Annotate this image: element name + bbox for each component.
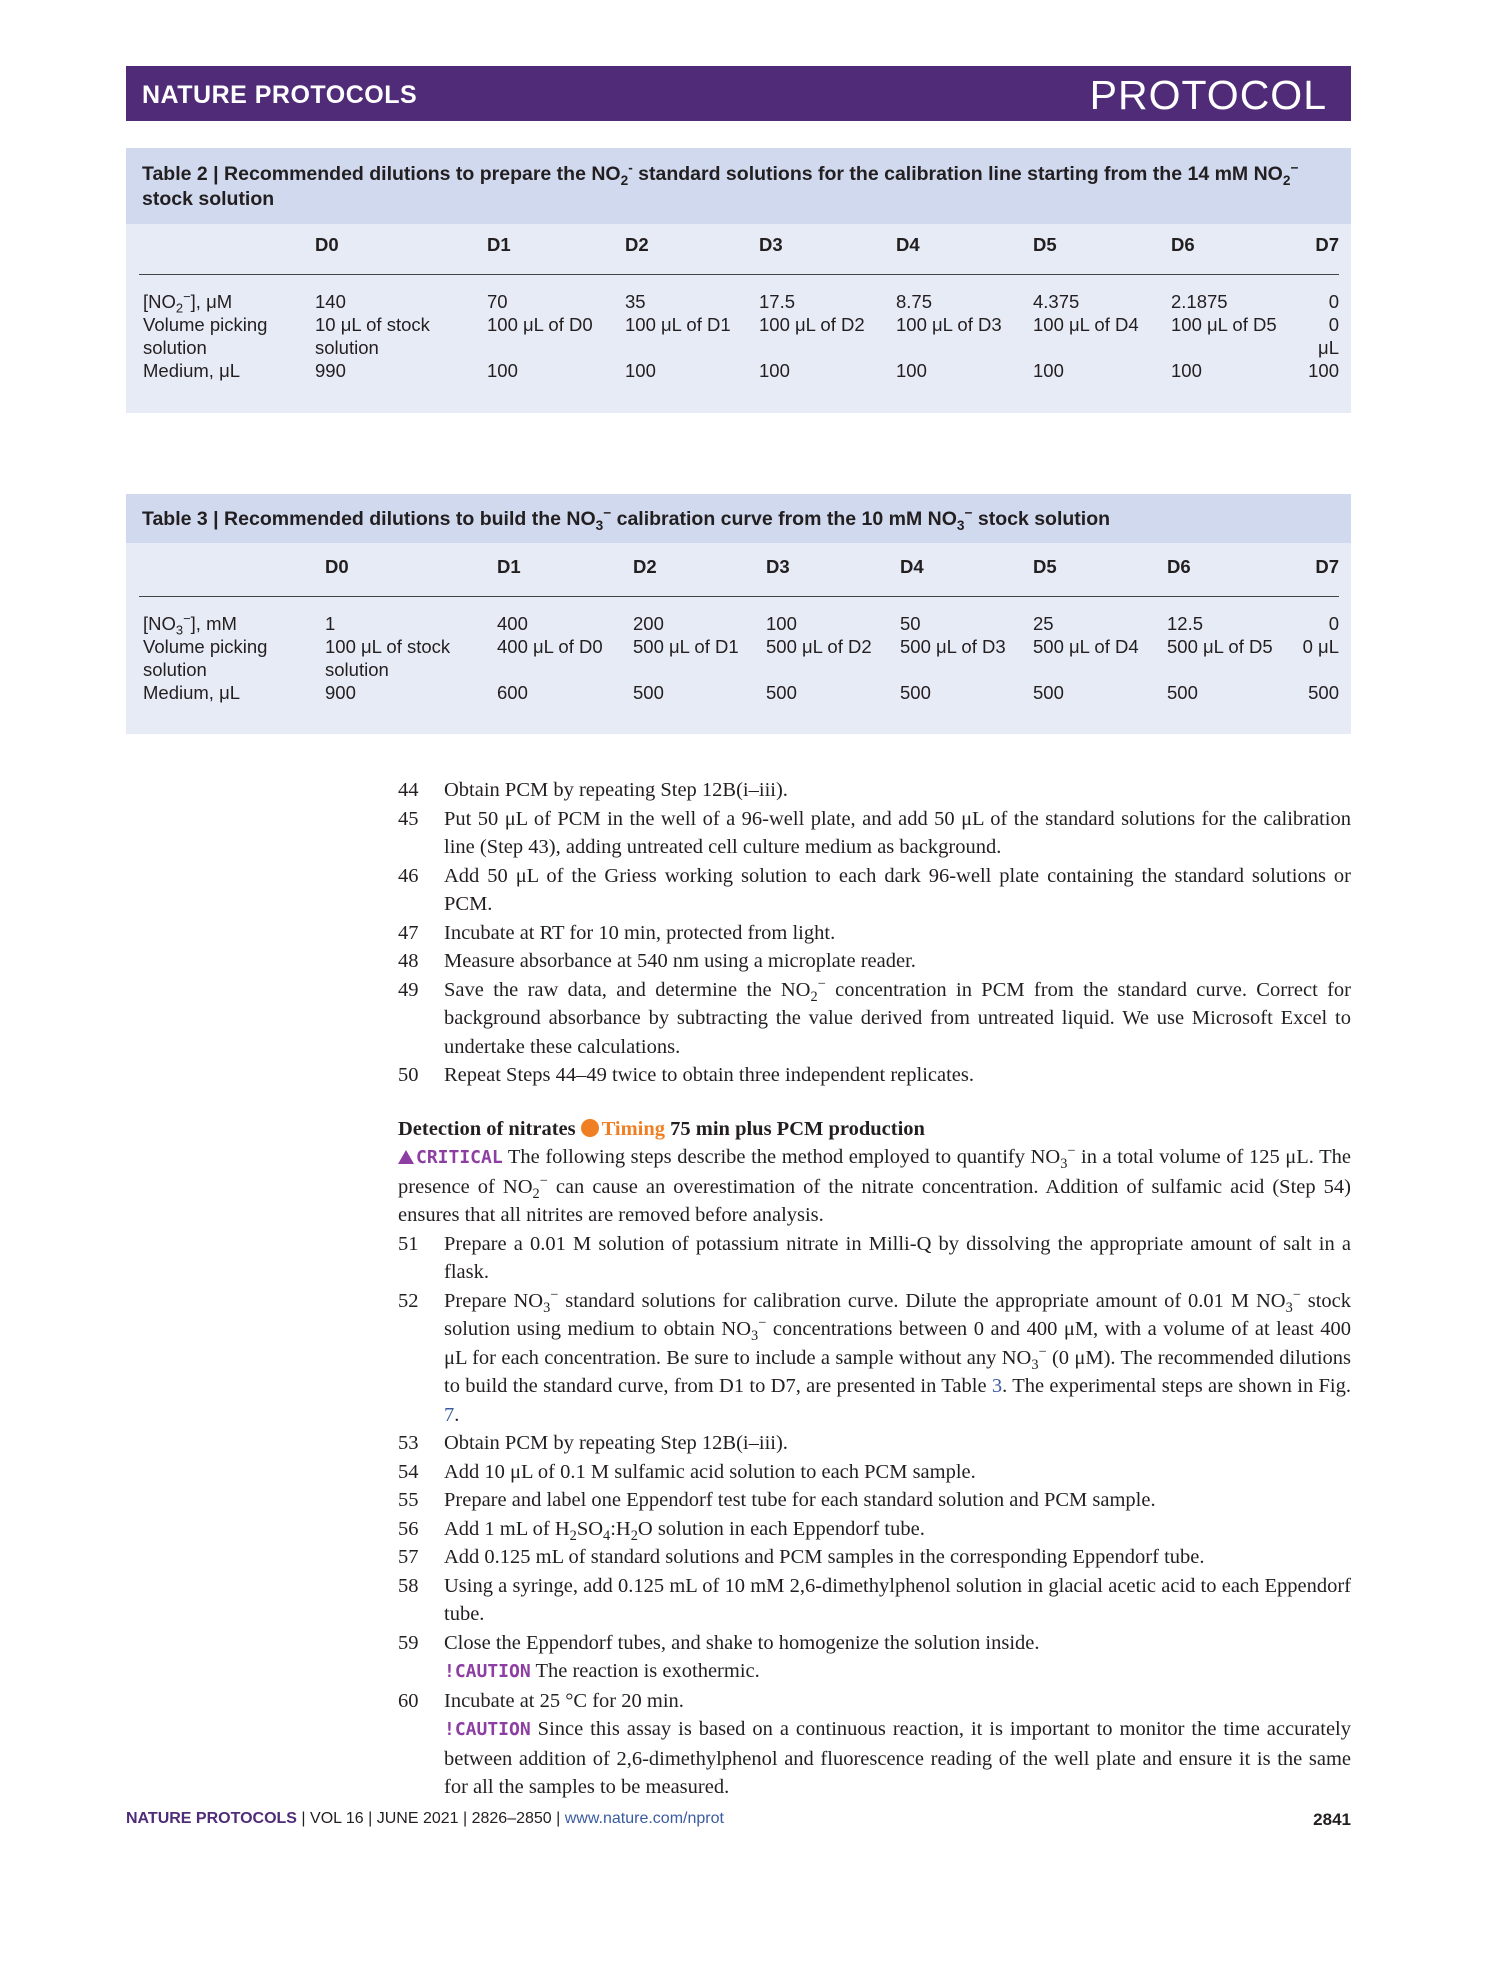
table-2 — [126, 148, 1351, 413]
row-label: Medium, μL — [143, 360, 241, 381]
table-2-grid — [139, 234, 1339, 382]
journal-url-link[interactable]: www.nature.com/nprot — [564, 1810, 724, 1827]
row-label: $[NO_3^-]$, mM — [143, 610, 237, 638]
article-type: PROTOCOL — [1089, 72, 1327, 118]
step-50: 50 Repeat Steps 44–49 twice to obtain three independent replicates. — [398, 1064, 974, 1086]
step-45: 45 Put 50 μL of PCM in the well of a 96-well plate, and add 50 μL of the standard solutions for the calibration line (Step 43), adding untreated cell culture medium as background. — [398, 807, 1351, 858]
table-3-grid — [139, 556, 1339, 704]
table-3-link[interactable]: 3 — [991, 1375, 1003, 1397]
journal-name: NATURE PROTOCOLS — [142, 81, 418, 109]
table-row: Medium, μL 990 100 100 100 100 100 100 100 — [139, 359, 1339, 382]
critical-note: CRITICAL The following steps describe the method employed to quantify $NO_3^-$ in a total volume of 125 μL. The presence of $NO_2^-$ can cause an overestimation of the nitrate concentration. Addition of sulfamic acid (Step 54) ensures that all nitrites are removed before analysis. — [398, 1143, 1352, 1226]
table-header-row: D0 D1 D2 D3 D4 D5 D6 D7 — [139, 234, 1339, 275]
table-3-caption: Table 3 | Recommended dilutions to build the $NO_3^-$ calibration curve from the 10 mM $NO_3^-$ stock solution — [126, 494, 1351, 543]
row-label: Medium, μL — [143, 682, 241, 703]
step-54: 54 Add 10 μL of 0.1 M sulfamic acid solution to each PCM sample. — [398, 1460, 976, 1483]
row-label: $[NO_2^-]$, μM — [143, 288, 233, 316]
step-53: 53 Obtain PCM by repeating Step 12B(i–iii). — [398, 1432, 788, 1454]
step-49: 49 Save the raw data, and determine the $NO_2^-$ concentration in PCM from the standard curve. Correct for background absorbance by subtracting the value derived from untreated liquid. We use Microsoft Excel to undertake these calculations. — [398, 975, 1352, 1058]
procedure-body — [398, 776, 1351, 1802]
row-label: Volume picking solution — [143, 314, 268, 358]
step-59: 59 Close the Eppendorf tubes, and shake to homogenize the solution inside. !CAUTION The reaction is exothermic. — [398, 1631, 1040, 1682]
table-3 — [126, 494, 1351, 734]
step-44: 44 Obtain PCM by repeating Step 12B(i–iii). — [398, 779, 788, 801]
timing-dot-icon — [581, 1119, 599, 1137]
caution-label: !CAUTION — [444, 1719, 531, 1740]
step-57: 57 Add 0.125 mL of standard solutions and PCM samples in the corresponding Eppendorf tube. — [398, 1546, 1205, 1568]
step-47: 47 Incubate at RT for 10 min, protected from light. — [398, 921, 836, 944]
table-row: $[NO_2^-]$, μM 140 70 35 17.5 8.75 4.375 2.1875 0 — [139, 275, 1339, 314]
table-2-caption: Table 2 | Recommended dilutions to prepare the $NO_2^-$ standard solutions for the calibration line starting from the 14 mM $NO_2^-$ stock solution — [126, 148, 1351, 224]
caution-label: !CAUTION — [444, 1661, 531, 1682]
table-row: Volume picking solution 10 μL of stock solution 100 μL of D0 100 μL of D1 100 μL of D2 100 μL of D3 100 μL of D4 100 μL of D5 0 μL — [139, 313, 1339, 359]
table-row: Volume picking solution 100 μL of stock solution 400 μL of D0 500 μL of D1 500 μL of D2 500 μL of D3 500 μL of D4 500 μL of D5 0 μL — [139, 635, 1339, 681]
step-48: 48 Measure absorbance at 540 nm using a microplate reader. — [398, 950, 916, 972]
table-row: Medium, μL 900 600 500 500 500 500 500 500 — [139, 681, 1339, 704]
header-banner — [126, 66, 1351, 121]
step-55: 55 Prepare and label one Eppendorf test tube for each standard solution and PCM sample. — [398, 1489, 1156, 1511]
step-56: 56 Add 1 mL of $H_2SO_4:H_2O$ solution in each Eppendorf tube. — [398, 1517, 925, 1544]
page-footer: NATURE PROTOCOLS | VOL 16 | JUNE 2021 | 2826–2850 | www.nature.com/nprot 2841 — [126, 1810, 1351, 1829]
step-51: 51 Prepare a 0.01 M solution of potassium nitrate in Milli-Q by dissolving the appropriate amount of salt in a flask. — [398, 1232, 1351, 1283]
critical-triangle-icon — [398, 1150, 414, 1164]
section-detection-of-nitrates — [398, 1115, 1351, 1230]
page-number: 2841 — [1313, 1810, 1351, 1829]
figure-7-link[interactable]: 7 — [444, 1403, 455, 1426]
step-58: 58 Using a syringe, add 0.125 mL of 10 mM 2,6-dimethylphenol solution in glacial acetic acid to each Eppendorf tube. — [398, 1574, 1351, 1625]
step-46: 46 Add 50 μL of the Griess working solution to each dark 96-well plate containing the standard solutions or PCM. — [398, 864, 1351, 915]
row-label: Volume picking solution — [143, 636, 268, 680]
step-52: 52 Prepare $NO_3^-$ standard solutions for calibration curve. Dilute the appropriate amount of 0.01 M $NO_3^-$ stock solution using medium to obtain $NO_3^-$ concentrations between 0 and 400 μM, with a volume of at least 400 μL for each concentration. Be sure to include a sample without any $NO_3^-$ (0 μM). The recommended dilutions to build the standard curve, from D1 to D7, are presented in Table 3. The experimental steps are shown in Fig. 7. — [398, 1286, 1352, 1426]
step-60: 60 Incubate at 25 °C for 20 min. !CAUTION Since this assay is based on a continuous reaction, it is important to monitor the time accurately between addition of 2,6-dimethylphenol and fluorescence reading of the well plate and ensure it is the same for all the samples to be measured. — [398, 1689, 1351, 1798]
table-header-row: D0 D1 D2 D3 D4 D5 D6 D7 — [139, 556, 1339, 597]
table-row: $[NO_3^-]$, mM 1 400 200 100 50 25 12.5 0 — [139, 597, 1339, 636]
section-heading: Detection of nitrates Timing 75 min plus PCM production — [398, 1117, 925, 1140]
